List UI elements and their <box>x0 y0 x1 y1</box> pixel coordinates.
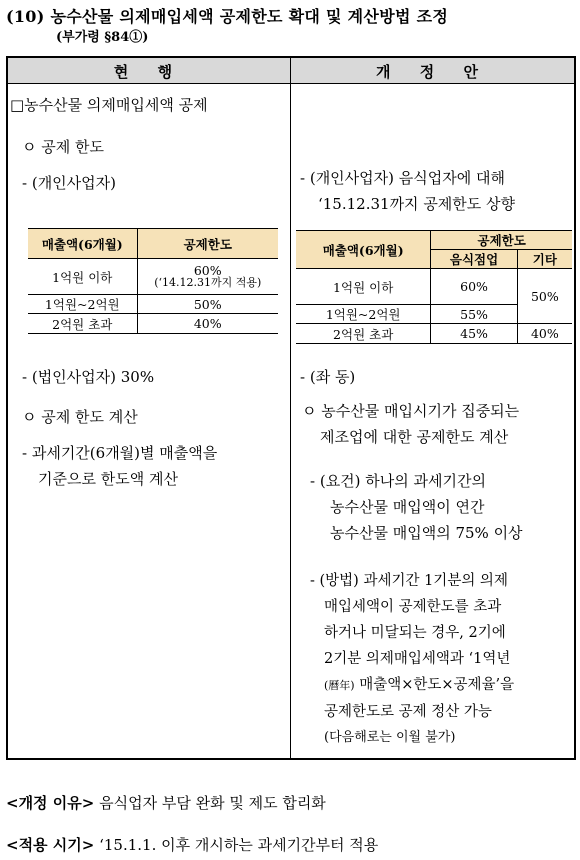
col-sales: 매출액(6개월) <box>28 229 137 259</box>
item-limit-calc: ㅇ 공제 한도 계산 <box>22 408 138 426</box>
proposed-limit-table <box>296 230 572 344</box>
individual-label: - (개인사업자) <box>22 174 116 192</box>
individual-line: ‘15.12.31까지 공제한도 상향 <box>318 195 516 213</box>
col-other: 기타 <box>517 250 572 269</box>
food-cell: 55% <box>431 305 517 324</box>
method-line <box>310 672 576 699</box>
application-timing <box>6 834 378 855</box>
sales-cell: 1억원 이하 <box>28 259 137 295</box>
column-divider <box>290 58 291 758</box>
section-title: □농수산물 의제매입세액 공제 <box>10 96 208 114</box>
other-merged-cell: 50% <box>517 269 572 324</box>
calc-line: 기준으로 한도액 계산 <box>38 470 178 488</box>
table-row <box>28 295 278 314</box>
method-line: 매입세액이 공제한도를 초과 <box>324 599 502 615</box>
method-line: 공제한도로 공제 정산 가능 <box>324 704 492 720</box>
table-row <box>296 269 572 305</box>
method-line: 하거나 미달되는 경우, 2기에 <box>324 625 506 641</box>
limit-cell <box>137 259 278 295</box>
method-annotation: (曆年) <box>324 679 355 692</box>
other-cell: 40% <box>517 324 572 344</box>
sales-cell: 1억원 이하 <box>296 269 431 305</box>
req-line: 농수산물 매입액이 연간 <box>330 498 485 516</box>
law-reference: (부가령 §84①) <box>56 30 149 45</box>
method-line: (다음해로는 이월 불가) <box>324 730 456 745</box>
method-line: - (방법) 과세기간 1기분의 의제 <box>310 573 508 589</box>
header-current: 현 행 <box>113 63 185 81</box>
col-sales: 매출액(6개월) <box>296 231 431 269</box>
requirement-item <box>310 468 576 546</box>
req-line: 농수산물 매입액의 75% 이상 <box>330 524 523 542</box>
table-row <box>28 314 278 334</box>
sales-cell: 1억원~2억원 <box>28 295 137 314</box>
limit-cell: 40% <box>137 314 278 334</box>
document-title: (10) 농수산물 의제매입세액 공제한도 확대 및 계산방법 조정 <box>6 7 449 26</box>
col-limit: 공제한도 <box>431 231 572 250</box>
current-limit-table <box>28 228 278 334</box>
individual-line: - (개인사업자) 음식업자에 대해 <box>300 169 505 187</box>
calc-description <box>22 440 288 492</box>
reason-label: <개정 이유> <box>6 794 95 812</box>
limit-note: (‘14.12.31까지 적용) <box>154 275 262 289</box>
comparison-table <box>6 56 576 760</box>
limit-value: 60% <box>193 262 222 278</box>
col-limit: 공제한도 <box>137 229 278 259</box>
limit-cell: 50% <box>137 295 278 314</box>
table-row <box>28 259 278 295</box>
req-line: - (요건) 하나의 과세기간의 <box>310 472 486 490</box>
item-line: 제조업에 대한 공제한도 계산 <box>320 428 509 446</box>
individual-proposed <box>300 165 572 217</box>
reason-text: 음식업자 부담 완화 및 제도 합리화 <box>94 794 326 812</box>
revision-reason <box>6 792 326 813</box>
timing-text: ‘15.1.1. 이후 개시하는 과세기간부터 적용 <box>94 836 379 854</box>
food-cell: 45% <box>431 324 517 344</box>
same-as-left: - (좌 동) <box>300 368 356 386</box>
food-cell: 60% <box>431 269 517 305</box>
manufacturing-item <box>302 398 574 450</box>
method-item <box>310 568 576 751</box>
item-line: ㅇ 농수산물 매입시기가 집중되는 <box>302 402 520 420</box>
calc-line: - 과세기간(6개월)별 매출액을 <box>22 444 218 462</box>
method-text: 매출액×한도×공제율’을 <box>354 677 515 693</box>
header-proposed: 개 정 안 <box>376 63 490 81</box>
table-header-row <box>8 58 574 84</box>
sales-cell: 2억원 초과 <box>296 324 431 344</box>
timing-label: <적용 시기> <box>6 836 95 854</box>
col-food: 음식점업 <box>431 250 517 269</box>
item-deduction-limit: ㅇ 공제 한도 <box>22 138 104 156</box>
corporate-label: - (법인사업자) 30% <box>22 368 155 386</box>
sales-cell: 1억원~2억원 <box>296 305 431 324</box>
method-line: 2기분 의제매입세액과 ‘1역년 <box>324 651 511 667</box>
sales-cell: 2억원 초과 <box>28 314 137 334</box>
table-row <box>296 324 572 344</box>
